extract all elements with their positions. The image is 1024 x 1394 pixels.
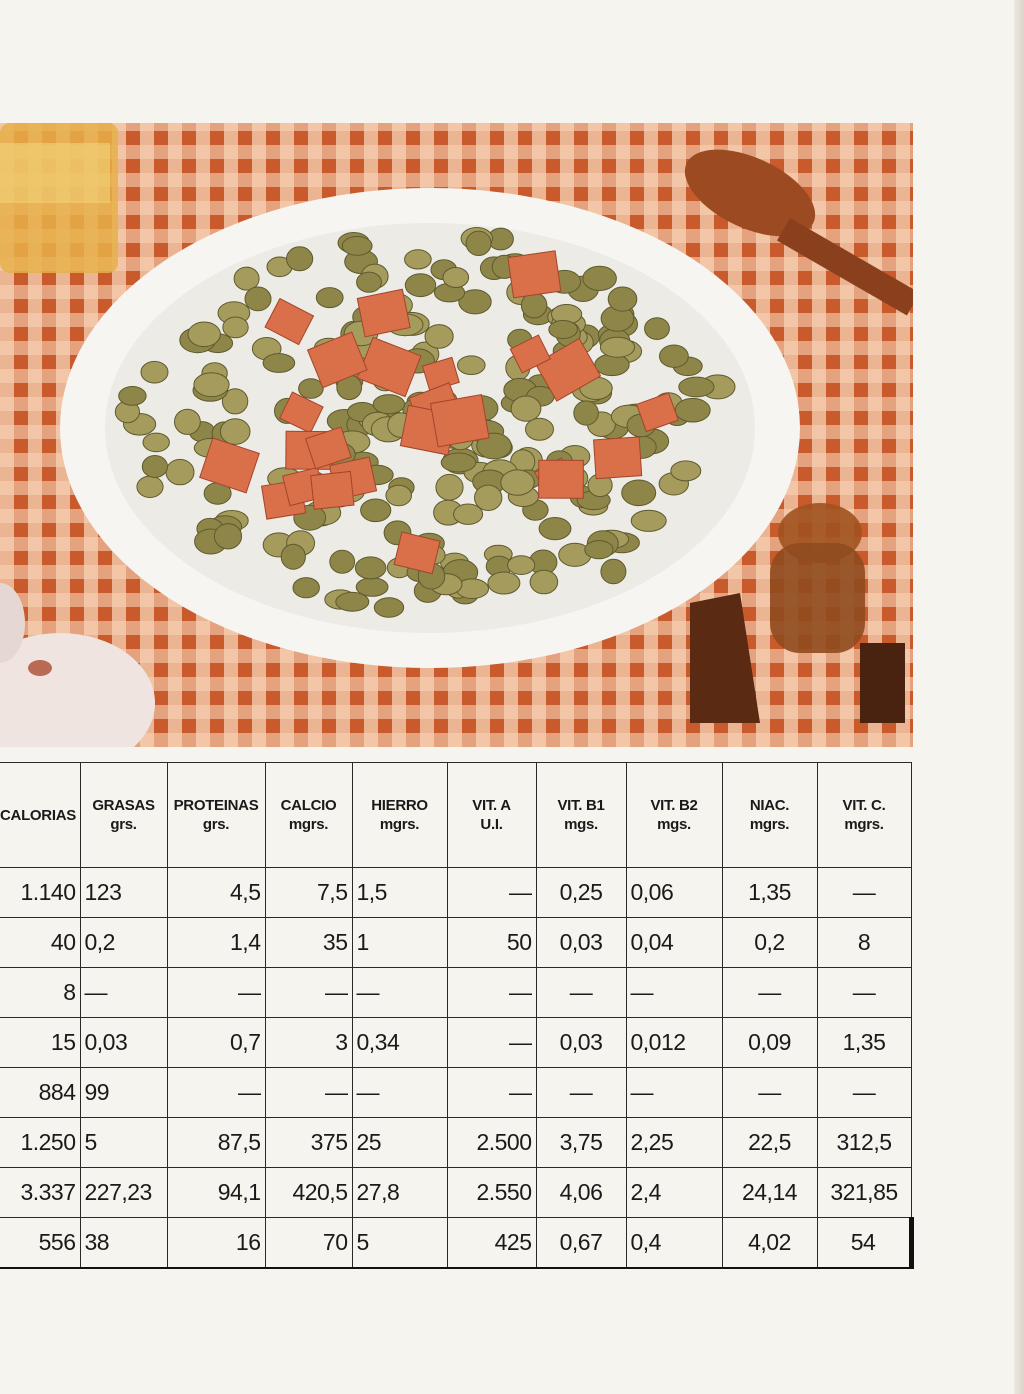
table-cell: 425 [447,1218,536,1269]
table-cell: 0,34 [352,1018,447,1068]
table-cell: 0,09 [722,1018,817,1068]
table-cell: — [447,1068,536,1118]
table-row [0,868,911,918]
table-cell: 8 [817,918,911,968]
table-body [0,868,911,1269]
table-cell: — [447,968,536,1018]
table-cell: 35 [265,918,352,968]
column-header-label: VIT. B2 [650,797,698,814]
page-edge [1014,0,1024,1394]
column-header-label: GRASAS [92,797,155,814]
table-cell: 54 [817,1218,911,1269]
table-cell: 420,5 [265,1168,352,1218]
table-cell: 3,75 [536,1118,626,1168]
table-cell: 3 [265,1018,352,1068]
column-header-unit: mgrs. [288,816,329,833]
table-cell: 40 [0,918,80,968]
table-cell: — [265,968,352,1018]
column-header [817,763,911,868]
column-header [167,763,265,868]
table-cell: 375 [265,1118,352,1168]
table-cell: — [722,968,817,1018]
table-cell: 5 [352,1218,447,1269]
table-cell: — [265,1068,352,1118]
column-header [626,763,722,868]
table-cell: — [447,1018,536,1068]
table-cell: 99 [80,1068,167,1118]
column-header [352,763,447,868]
bottle-icon [0,123,118,273]
column-header-unit: mgrs. [844,816,884,833]
table-cell: 0,2 [80,918,167,968]
table-cell: — [626,968,722,1018]
table-cell: 22,5 [722,1118,817,1168]
table-cell: — [167,1068,265,1118]
column-header-unit: mgrs. [379,816,420,833]
table-cell: 0,03 [536,918,626,968]
table-cell: 0,04 [626,918,722,968]
column-header-unit: U.I. [480,816,503,833]
table-cell: 87,5 [167,1118,265,1168]
column-header [265,763,352,868]
table-row [0,968,911,1018]
column-header-label: VIT. A [472,797,511,814]
table-cell: — [167,968,265,1018]
table-cell: 0,7 [167,1018,265,1068]
column-header-label: CALORIAS [0,806,76,824]
table-row [0,1068,911,1118]
table-cell: 5 [80,1118,167,1168]
table-cell: 0,03 [536,1018,626,1068]
table-cell: 4,02 [722,1218,817,1269]
table-cell: 16 [167,1218,265,1269]
table-header-row [0,763,911,868]
column-header [722,763,817,868]
column-header-label: NIAC. [749,797,790,814]
table-cell: 1.140 [0,868,80,918]
table-cell: 556 [0,1218,80,1269]
table-cell: 38 [80,1218,167,1269]
table-row [0,918,911,968]
table-cell: 312,5 [817,1118,911,1168]
table-row [0,1018,911,1068]
column-header-label: VIT. C. [842,797,886,814]
table-cell: 3.337 [0,1168,80,1218]
table-cell: 0,012 [626,1018,722,1068]
table-cell: 0,67 [536,1218,626,1269]
table-cell: 8 [0,968,80,1018]
table-row [0,1118,911,1168]
nutrition-table [0,762,914,1269]
table-cell: 1,5 [352,868,447,918]
table-cell: — [722,1068,817,1118]
table-row [0,1218,911,1269]
table-cell: 15 [0,1018,80,1068]
table-cell: — [817,968,911,1018]
column-header [536,763,626,868]
table-cell: — [80,968,167,1018]
table-cell: 2,4 [626,1168,722,1218]
nutrition-table-wrapper [0,762,911,1269]
table-cell: 884 [0,1068,80,1118]
table-row [0,1168,911,1218]
table-cell: 1,4 [167,918,265,968]
column-header-unit: mgrs. [749,816,790,833]
table-cell: 27,8 [352,1168,447,1218]
table-cell: — [352,1068,447,1118]
table-cell: 7,5 [265,868,352,918]
table-cell: 321,85 [817,1168,911,1218]
table-cell: 0,03 [80,1018,167,1068]
table-cell: 50 [447,918,536,968]
table-cell: 0,2 [722,918,817,968]
table-cell: 1 [352,918,447,968]
column-header [80,763,167,868]
garlic-icon [0,583,155,747]
table-cell: 2,25 [626,1118,722,1168]
table-cell: 94,1 [167,1168,265,1218]
column-header [0,763,80,868]
table-cell: 0,4 [626,1218,722,1269]
table-cell: 4,5 [167,868,265,918]
table-cell: 2.500 [447,1118,536,1168]
table-cell: 1,35 [817,1018,911,1068]
column-header-unit: grs. [110,816,137,833]
table-cell: 227,23 [80,1168,167,1218]
table-cell: — [447,868,536,918]
column-header-label: PROTEINAS [173,797,259,814]
table-cell: — [817,868,911,918]
table-cell: 0,06 [626,868,722,918]
table-cell: — [352,968,447,1018]
column-header-label: CALCIO [280,797,337,814]
table-cell: — [817,1068,911,1118]
table-cell: 2.550 [447,1168,536,1218]
food-photo [0,123,913,747]
table-cell: 1,35 [722,868,817,918]
table-cell: 24,14 [722,1168,817,1218]
column-header-unit: mgs. [657,816,691,833]
table-cell: 70 [265,1218,352,1269]
table-cell: — [536,968,626,1018]
table-cell: 123 [80,868,167,918]
column-header-label: VIT. B1 [557,797,605,814]
table-cell: 4,06 [536,1168,626,1218]
food-photo-illustration [0,123,913,747]
table-cell: — [626,1068,722,1118]
table-cell: 0,25 [536,868,626,918]
table-cell: 25 [352,1118,447,1168]
table-cell: 1.250 [0,1118,80,1168]
column-header-unit: mgs. [564,816,598,833]
column-header [447,763,536,868]
column-header-unit: grs. [202,816,230,833]
column-header-label: HIERRO [371,797,428,814]
table-cell: — [536,1068,626,1118]
